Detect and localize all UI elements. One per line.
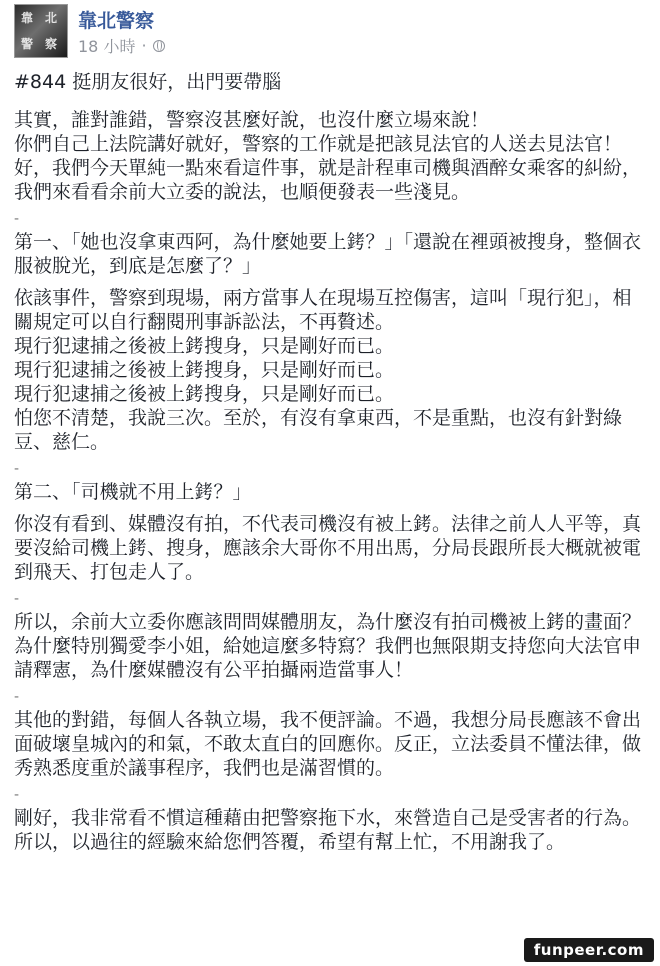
section-divider: - — [14, 591, 20, 607]
paragraph-others: 其他的對錯，每個人各執立場，我不便評論。不過，我想分局長應該不會出面破壞皇城內的和氣，不敢太直白的回應你。反正，立法委員不懂法律，做秀熟悉度重於議事程序，我們也是滿習慣的。 — [14, 709, 642, 779]
paragraph-media: 所以，余前大立委你應該問問媒體朋友，為什麼沒有拍司機被上銬的畫面？為什麼特別獨愛李小姐，給她這麼多特寫？我們也無限期支持您向大法官申請釋憲，為什麼媒體沒有公平拍攝兩造當事人！ — [14, 611, 642, 681]
section-divider: - — [14, 211, 20, 227]
section-2-heading: 第二、「司機就不用上銬？」 — [14, 481, 252, 503]
page-name-link[interactable]: 靠北警察 — [78, 10, 155, 32]
section-divider: - — [14, 787, 20, 803]
paragraph-closing: 剛好，我非常看不慣這種藉由把警察拖下水，來營造自己是受害者的行為。所以，以過往的經驗來給您們答覆，希望有幫上忙，不用謝我了。 — [14, 807, 642, 853]
paragraph-section-2: 你沒有看到、媒體沒有拍，不代表司機沒有被上銬。法律之前人人平等，真要沒給司機上銬、搜身，應該余大哥你不用出馬，分局長跟所長大概就被電到飛天、打包走人了。 — [14, 513, 642, 583]
post-header — [14, 4, 646, 56]
paragraph-intro: 其實，誰對誰錯，警察沒甚麼好說，也沒什麼立場來說！ 你們自己上法院講好就好，警察的工作就是把該見法官的人送去見法官！ 好，我們今天單純一點來看這件事，就是計程車司機與酒醉女乘客的糾紛，我們來看看余前大立委的說法，也順便發表一些淺見。 — [14, 109, 642, 203]
section-divider: - — [14, 461, 20, 477]
section-1-heading: 第一、「她也沒拿東西阿，為什麼她要上銬？」「還說在裡頭被搜身，整個衣服被脫光，到底是怎麼了？」 — [14, 231, 642, 277]
page-avatar[interactable]: 靠 北 警 察 — [14, 4, 68, 58]
site-watermark: funpeer.com — [524, 938, 654, 962]
section-divider: - — [14, 689, 20, 705]
post-timestamp[interactable]: 18 小時 — [78, 37, 136, 56]
globe-icon[interactable] — [153, 40, 165, 52]
paragraph-section-1: 依該事件，警察到現場，兩方當事人在現場互控傷害，這叫「現行犯」，相關規定可以自行翻閱刑事訴訟法，不再贅述。 現行犯逮捕之後被上銬搜身，只是剛好而已。 現行犯逮捕之後被上銬搜身，只是剛好而已。 現行犯逮捕之後被上銬搜身，只是剛好而已。 怕您不清楚，我說三次。至於，有沒有拿東西，不是重點，也沒有針對綠豆、慈仁。 — [14, 287, 632, 453]
meta-separator: · — [141, 36, 147, 55]
post-title: #844 挺朋友很好，出門要帶腦 — [14, 71, 282, 93]
post-body — [14, 70, 646, 854]
post-meta — [78, 34, 165, 57]
